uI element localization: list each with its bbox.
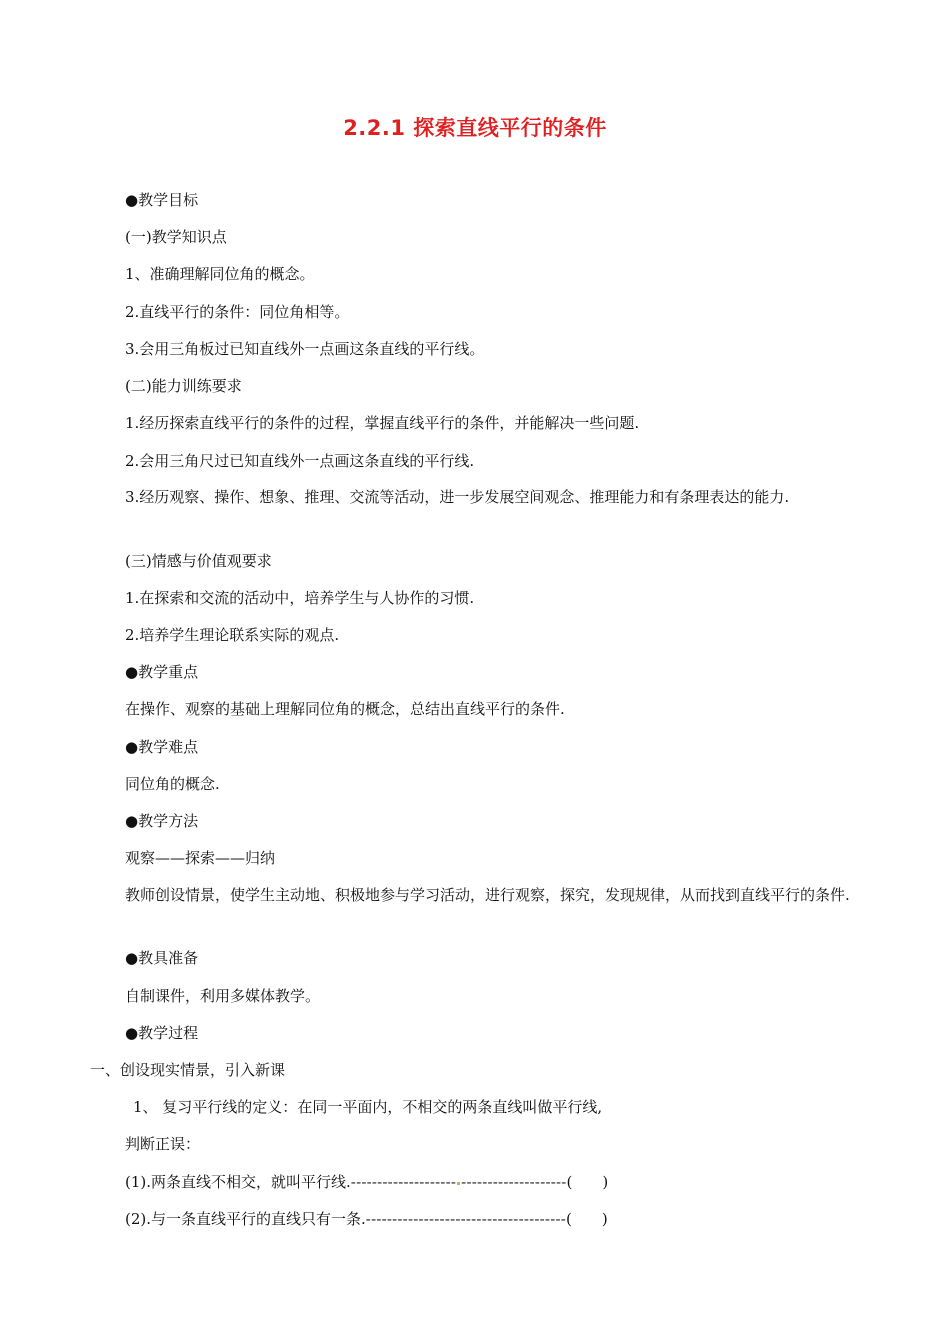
review-text: 1、 复习平行线的定义：在同一平面内，不相交的两条直线叫做平行线, bbox=[133, 1098, 603, 1116]
page-title: 2.2.1 探索直线平行的条件 bbox=[343, 116, 607, 140]
key-text: 在操作、观察的基础上理解同位角的概念，总结出直线平行的条件. bbox=[125, 700, 565, 718]
judge-item-1-dashes-b: -------------------- bbox=[461, 1173, 567, 1191]
knowledge-item-1: 1、准确理解同位角的概念。 bbox=[125, 265, 315, 283]
judge-text: 判断正误： bbox=[125, 1135, 201, 1153]
emotion-heading: (三)情感与价值观要求 bbox=[125, 552, 272, 570]
key-heading: ●教学重点 bbox=[125, 663, 199, 681]
judge-item-2 bbox=[125, 1209, 608, 1229]
process-heading: ●教学过程 bbox=[125, 1024, 199, 1042]
tools-text: 自制课件，利用多媒体教学。 bbox=[125, 987, 321, 1005]
difficulty-heading: ●教学难点 bbox=[125, 738, 199, 756]
knowledge-item-3: 3.会用三角板过已知直线外一点画这条直线的平行线。 bbox=[125, 340, 485, 358]
knowledge-item-2: 2.直线平行的条件：同位角相等。 bbox=[125, 303, 350, 321]
judge-item-2-answer-blank: ( ) bbox=[566, 1210, 608, 1228]
knowledge-heading: (一)教学知识点 bbox=[125, 228, 227, 246]
judge-item-2-text: (2).与一条直线平行的直线只有一条. bbox=[125, 1210, 366, 1228]
part1-heading: 一、创设现实情景，引入新课 bbox=[90, 1061, 286, 1079]
method-heading: ●教学方法 bbox=[125, 812, 199, 830]
ability-heading: (二)能力训练要求 bbox=[125, 377, 242, 395]
emotion-item-1: 1.在探索和交流的活动中，培养学生与人协作的习惯. bbox=[125, 589, 475, 607]
judge-item-1-answer-blank: ( ) bbox=[566, 1173, 609, 1191]
goals-heading: ●教学目标 bbox=[125, 191, 199, 209]
ability-item-2: 2.会用三角尺过已知直线外一点画这条直线的平行线. bbox=[125, 452, 475, 470]
ability-item-1: 1.经历探索直线平行的条件的过程，掌握直线平行的条件，并能解决一些问题. bbox=[125, 414, 640, 432]
judge-item-1-text: (1).两条直线不相交，就叫平行线. bbox=[125, 1173, 351, 1191]
judge-item-1-dashes-a: -------------------- bbox=[350, 1173, 457, 1191]
judge-item-2-dashes: -------------------------------------- bbox=[365, 1210, 566, 1228]
tools-heading: ●教具准备 bbox=[125, 949, 199, 967]
dot-mark bbox=[457, 1182, 460, 1185]
method-description: 教师创设情景，使学生主动地、积极地参与学习活动，进行观察，探究，发现规律，从而找到直线平行的条件. bbox=[125, 886, 850, 904]
emotion-item-2: 2.培养学生理论联系实际的观点. bbox=[125, 626, 340, 644]
judge-item-1 bbox=[125, 1172, 608, 1192]
method-text: 观察——探索——归纳 bbox=[125, 849, 276, 867]
difficulty-text: 同位角的概念. bbox=[125, 775, 220, 793]
ability-item-3: 3.经历观察、操作、想象、推理、交流等活动，进一步发展空间观念、推理能力和有条理表达的能力. bbox=[125, 488, 790, 506]
